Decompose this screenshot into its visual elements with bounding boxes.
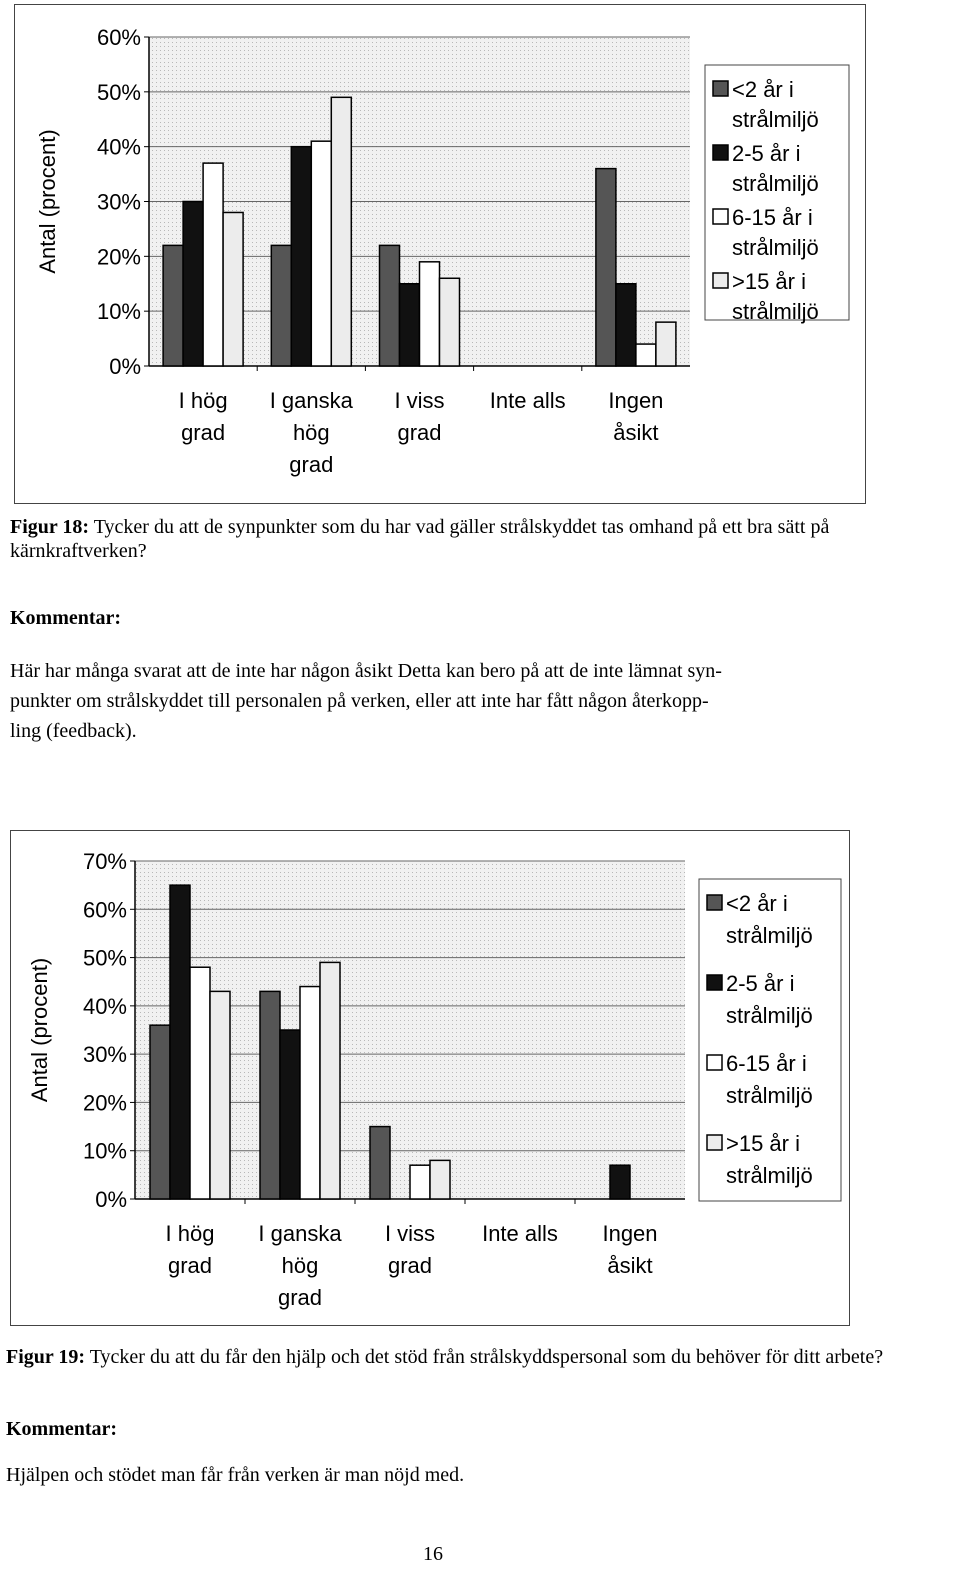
legend-label: strålmiljö xyxy=(726,1003,813,1028)
chart-19-svg xyxy=(11,831,849,1325)
legend-label: strålmiljö xyxy=(726,1083,813,1108)
legend-swatch xyxy=(707,975,722,990)
bar xyxy=(260,991,280,1199)
bar xyxy=(223,212,243,366)
legend-swatch xyxy=(713,273,728,288)
bar xyxy=(271,245,291,366)
legend-label: strålmiljö xyxy=(726,1163,813,1188)
bar xyxy=(150,1025,170,1199)
y-axis-label: Antal (procent) xyxy=(27,957,52,1103)
x-tick-label: grad xyxy=(397,420,442,445)
bar xyxy=(320,962,340,1199)
comment-1-line: punkter om strålskyddet till personalen på verken, eller att inte har fått någon återkopp- xyxy=(10,690,709,712)
x-tick-label: grad xyxy=(181,420,226,445)
bar xyxy=(596,169,616,366)
bar xyxy=(163,245,183,366)
legend-label: strålmiljö xyxy=(732,107,819,132)
page-number: 16 xyxy=(423,1543,443,1565)
chart-figure-19 xyxy=(10,830,850,1326)
x-tick-label: I viss xyxy=(384,1221,436,1246)
bar xyxy=(280,1030,300,1199)
bar xyxy=(400,284,420,366)
y-tick-label: 20% xyxy=(96,244,141,270)
legend-label: strålmiljö xyxy=(732,235,819,260)
bar xyxy=(656,322,676,366)
legend-swatch xyxy=(707,895,722,910)
x-tick-label: hög xyxy=(292,420,330,445)
legend-label: <2 år i xyxy=(726,891,788,916)
y-tick-label: 60% xyxy=(96,25,141,50)
comment-1-heading: Kommentar: xyxy=(10,607,122,629)
bar xyxy=(331,97,351,366)
y-tick-label: 0% xyxy=(109,354,141,379)
y-tick-label: 50% xyxy=(96,79,141,105)
y-tick-label: 30% xyxy=(96,189,141,215)
y-axis-label: Antal (procent) xyxy=(35,129,60,274)
bar xyxy=(410,1165,430,1199)
bar xyxy=(210,991,230,1199)
legend-label: >15 år i xyxy=(726,1131,800,1156)
figure-18-label: Figur 18: xyxy=(10,516,90,538)
y-tick-label: 40% xyxy=(96,134,141,160)
x-tick-label: Ingen xyxy=(602,1221,658,1246)
legend-label: 6-15 år i xyxy=(732,205,813,230)
y-tick-label: 40% xyxy=(82,993,127,1019)
legend-label: strålmiljö xyxy=(726,923,813,948)
legend-label: 6-15 år i xyxy=(726,1051,807,1076)
chart-figure-18 xyxy=(14,4,866,504)
legend-label: <2 år i xyxy=(732,77,794,102)
x-tick-label: Ingen xyxy=(608,388,664,413)
bar xyxy=(616,284,636,366)
bar xyxy=(170,885,190,1199)
legend-swatch xyxy=(713,81,728,96)
x-tick-label: grad xyxy=(289,452,334,477)
figure-19-label: Figur 19: xyxy=(6,1346,86,1368)
legend-label: >15 år i xyxy=(732,269,806,294)
y-tick-label: 0% xyxy=(95,1187,127,1212)
comment-2-heading: Kommentar: xyxy=(6,1418,118,1440)
x-tick-label: grad xyxy=(277,1285,323,1310)
y-tick-label: 60% xyxy=(82,897,127,923)
bar xyxy=(291,147,311,366)
figure-19-text: Tycker du att du får den hjälp och det stöd från strålskyddspersonal som du behöver för ditt arbete? xyxy=(85,1346,884,1368)
legend-swatch xyxy=(713,209,728,224)
bar xyxy=(183,202,203,367)
comment-2-text: Hjälpen och stödet man får från verken är man nöjd med. xyxy=(6,1464,465,1486)
legend-swatch xyxy=(713,145,728,160)
x-tick-label: I hög xyxy=(178,388,228,413)
bar xyxy=(300,987,320,1199)
bar xyxy=(190,967,210,1199)
comment-1-line: Här har många svarat att de inte har någon åsikt Detta kan bero på att de inte lämnat syn- xyxy=(10,660,722,682)
x-tick-label: grad xyxy=(387,1253,433,1278)
x-tick-label: åsikt xyxy=(613,420,659,445)
legend-label: strålmiljö xyxy=(732,171,819,196)
x-tick-label: Inte alls xyxy=(482,1221,558,1246)
y-tick-label: 50% xyxy=(82,945,127,971)
bar xyxy=(610,1165,630,1199)
x-tick-label: I viss xyxy=(394,388,445,413)
y-tick-label: 20% xyxy=(82,1090,127,1116)
bar xyxy=(203,163,223,366)
bar xyxy=(440,278,460,366)
y-tick-label: 70% xyxy=(82,849,127,874)
bar xyxy=(311,141,331,366)
figure-19-caption xyxy=(6,1345,906,1369)
x-tick-label: hög xyxy=(281,1253,319,1278)
figure-18-caption xyxy=(10,515,910,563)
y-tick-label: 10% xyxy=(82,1138,127,1164)
bar xyxy=(380,245,400,366)
comment-1-line: ling (feedback). xyxy=(10,720,137,742)
bar xyxy=(420,262,440,366)
chart-18-svg xyxy=(15,5,865,503)
legend-label: 2-5 år i xyxy=(732,141,801,166)
comment-1-text xyxy=(10,656,910,746)
x-tick-label: åsikt xyxy=(607,1253,653,1278)
x-tick-label: grad xyxy=(167,1253,213,1278)
legend-label: 2-5 år i xyxy=(726,971,795,996)
y-tick-label: 30% xyxy=(82,1042,127,1068)
legend-label: strålmiljö xyxy=(732,299,819,324)
x-tick-label: I ganska xyxy=(269,388,353,413)
bar xyxy=(370,1127,390,1199)
bar xyxy=(430,1160,450,1199)
legend-swatch xyxy=(707,1055,722,1070)
x-tick-label: Inte alls xyxy=(489,388,566,413)
figure-18-text: Tycker du att de synpunkter som du har vad gäller strålskyddet tas omhand på ett bra sätt på kärnkraftverken? xyxy=(10,516,830,562)
bar xyxy=(636,344,656,366)
x-tick-label: I ganska xyxy=(258,1221,342,1246)
x-tick-label: I hög xyxy=(165,1221,215,1246)
y-tick-label: 10% xyxy=(96,299,141,325)
legend-swatch xyxy=(707,1135,722,1150)
